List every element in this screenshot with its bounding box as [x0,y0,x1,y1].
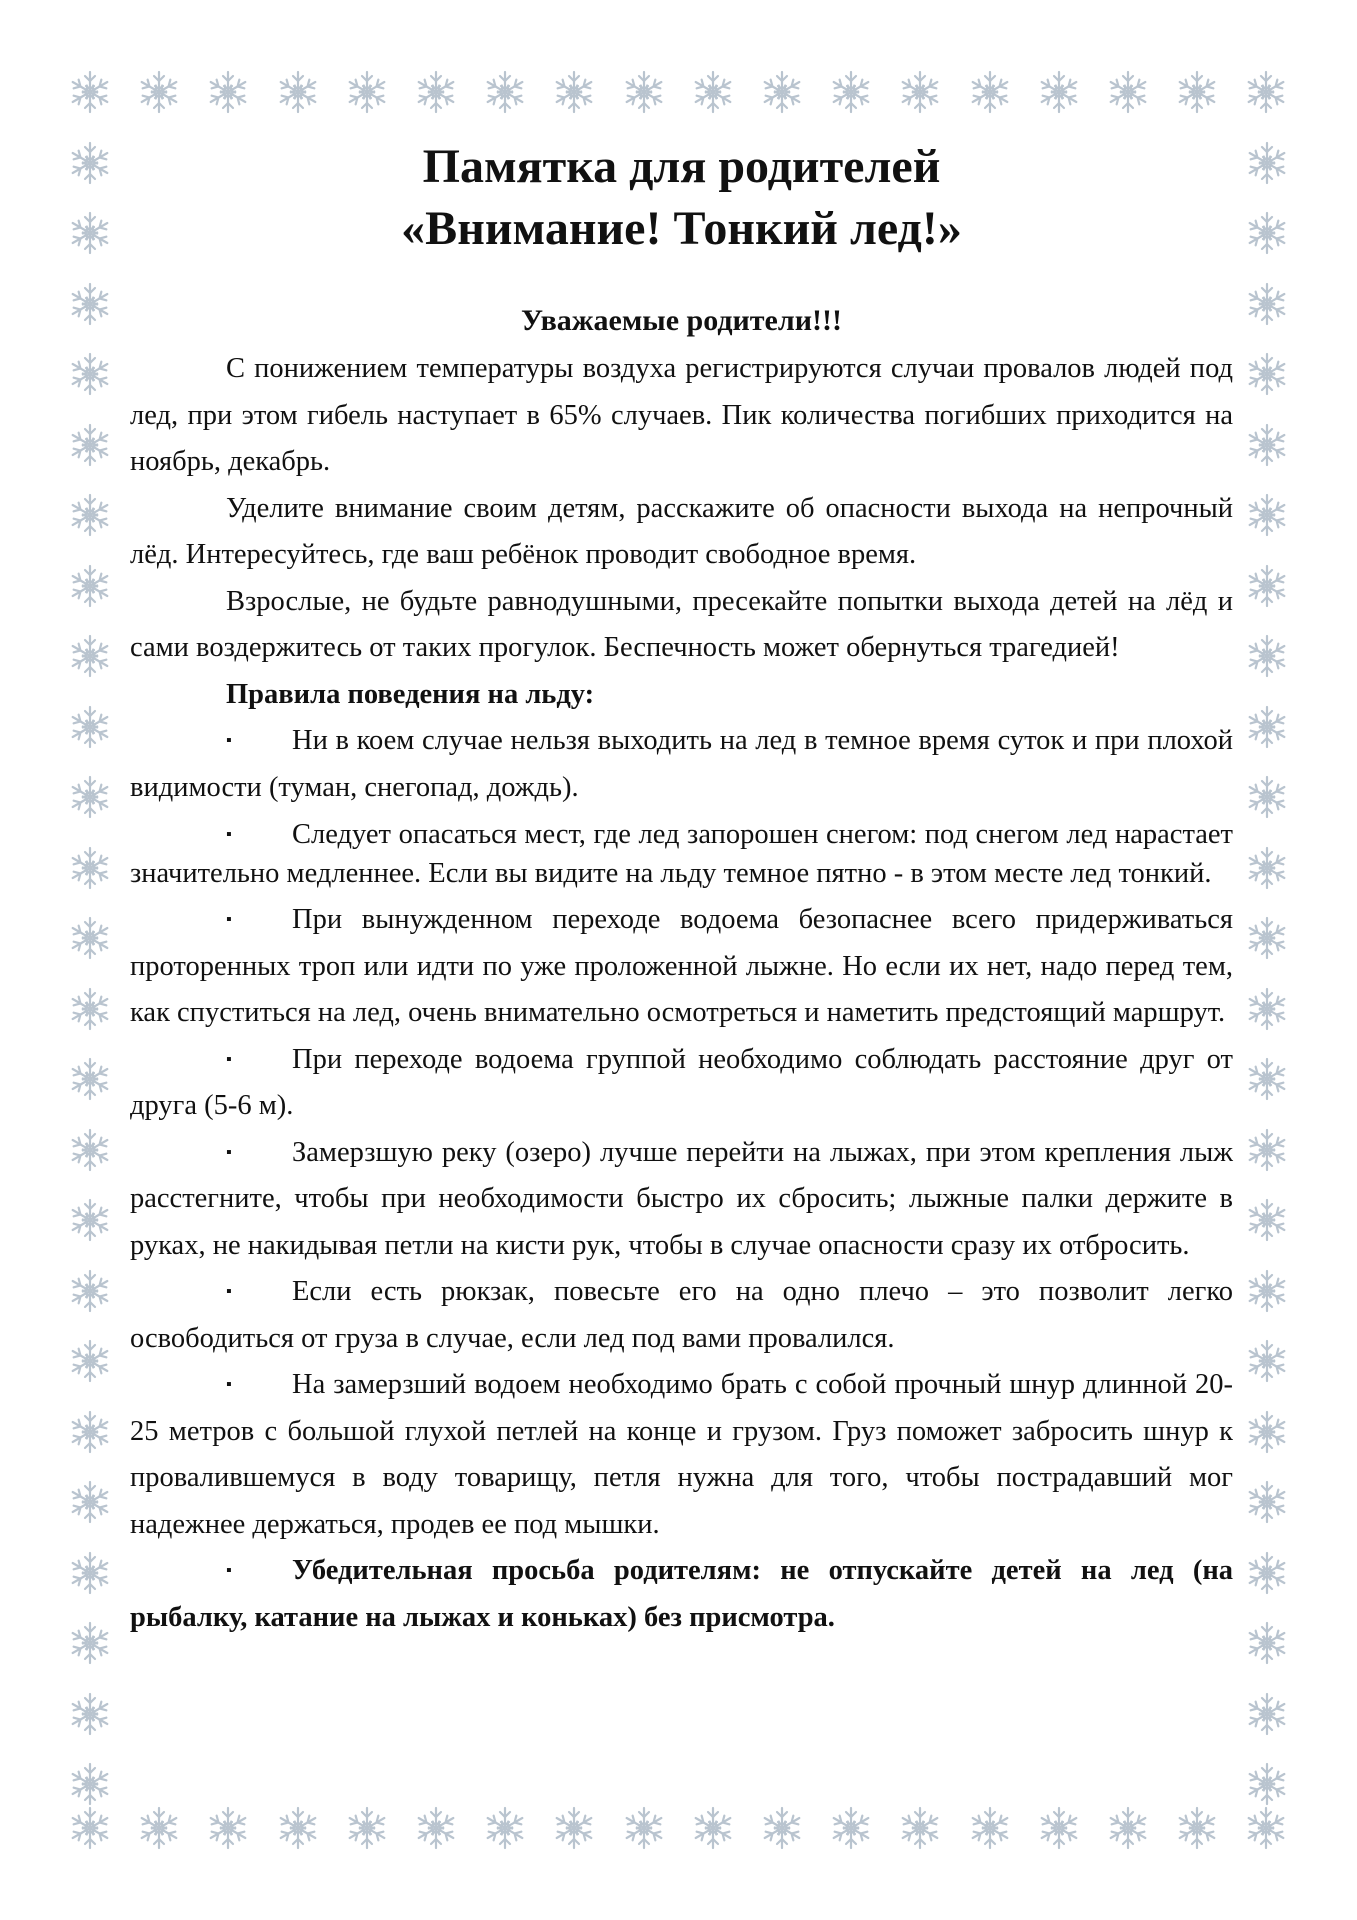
document-body [130,136,1233,1641]
snowflake-icon [1247,989,1287,1029]
snowflake-icon [1247,284,1287,324]
rule-item [130,718,1233,811]
snowflake-icon [1247,1059,1287,1099]
snowflake-icon [139,72,179,112]
snowflake-icon [900,1808,940,1848]
snowflake-icon [1247,495,1287,535]
snowflake-icon [1247,777,1287,817]
rule-text: При переходе водоема группой необходимо соблюдать расстояние друг от друга (5-6 м). [130,1043,1233,1121]
snowflake-icon [347,72,387,112]
intro-paragraph-3: Взрослые, не будьте равнодушными, пресекайте попытки выхода детей на лёд и сами воздержитесь от таких прогулок. Беспечность может обернуться трагедией! [130,585,1233,663]
snowflake-icon [554,1808,594,1848]
snowflake-icon [1247,1553,1287,1593]
snowflake-icon [416,72,456,112]
snowflake-icon [70,354,110,394]
snowflake-icon [1039,1808,1079,1848]
snowflake-icon [70,918,110,958]
snowflake-icon [1247,354,1287,394]
rules-list [130,718,1233,1641]
snowflake-icon [1247,1271,1287,1311]
snowflake-icon [1108,72,1148,112]
snowflake-icon [900,72,940,112]
snowflake-icon [624,1808,664,1848]
snowflake-icon [1246,72,1286,112]
bullet-icon: ▪ [226,732,232,749]
snowflake-icon [1247,848,1287,888]
snowflake-icon [70,143,110,183]
title-line-1: Памятка для родителей [422,140,941,193]
snowflake-icon [278,1808,318,1848]
rule-text: Следует опасаться мест, где лед запорошен снегом: под снегом лед нарастает значительно медленнее. Если вы видите на льду темное пятно - в этом месте лед тонкий. [130,819,1233,889]
bullet-icon: ▪ [226,911,232,928]
snowflake-icon [1247,707,1287,747]
snowflake-icon [208,1808,248,1848]
rule-text: Ни в коем случае нельзя выходить на лед в темное время суток и при плохой видимости (туман, снегопад, дождь). [130,725,1233,803]
snowflake-icon [970,72,1010,112]
page-title [130,136,1233,260]
snowflake-icon [70,425,110,465]
snowflake-icon [70,1553,110,1593]
intro-paragraph-2: Уделите внимание своим детям, расскажите об опасности выхода на непрочный лёд. Интересуйтесь, где ваш ребёнок проводит свободное время. [130,492,1233,570]
snowflake-icon [554,72,594,112]
rule-text: Убедительная просьба родителям: не отпускайте детей на лед (на рыбалку, катание на лыжах и коньках) без присмотра. [130,1555,1233,1633]
snowflake-icon [1177,72,1217,112]
snowflake-icon [1247,636,1287,676]
bullet-icon: ▪ [226,1143,232,1161]
snowflake-icon [1247,1412,1287,1452]
snowflake-icon [693,72,733,112]
snowflake-icon [1247,1482,1287,1522]
snowflake-icon [278,72,318,112]
rule-item [130,897,1233,1037]
snowflake-icon [762,72,802,112]
snowflake-icon [1247,1764,1287,1804]
snowflake-icon [1108,1808,1148,1848]
snowflake-icon [1247,1341,1287,1381]
bullet-icon: ▪ [226,1283,232,1300]
snowflake-icon [1246,1808,1286,1848]
rule-item [130,1130,1233,1270]
snowflake-icon [70,636,110,676]
snowflake-icon [70,1130,110,1170]
snowflake-icon [70,848,110,888]
snowflake-icon [70,1412,110,1452]
snowflake-icon [70,989,110,1029]
snowflake-icon [208,72,248,112]
rule-item [130,815,1233,893]
rule-text: При вынужденном переходе водоема безопаснее всего придерживаться проторенных троп или идти по уже проложенной лыжне. Но если их нет, надо перед тем, как спуститься на лед, очень внимательно осмотреться и наметить предстоящий маршрут. [130,904,1233,1028]
rule-text: Если есть рюкзак, повесьте его на одно плечо – это позволит легко освободиться от груза в случае, если лед под вами провалился. [130,1276,1233,1354]
snowflake-icon [831,1808,871,1848]
title-line-2: «Внимание! Тонкий лед!» [401,202,962,255]
rule-item [130,1269,1233,1362]
snowflake-icon [1039,72,1079,112]
snowflake-icon [70,707,110,747]
snowflake-icon [1247,1694,1287,1734]
rule-item [130,1037,1233,1130]
snowflake-icon [70,1341,110,1381]
snowflake-icon [70,284,110,324]
snowflake-icon [1247,566,1287,606]
snowflake-icon [1247,918,1287,958]
rules-heading: Правила поведения на льду: [226,678,595,710]
snowflake-icon [1247,213,1287,253]
snowflake-icon [70,566,110,606]
snowflake-icon [347,1808,387,1848]
bullet-icon: ▪ [226,826,232,843]
snowflake-icon [970,1808,1010,1848]
greeting-heading: Уважаемые родители!!! [521,304,842,337]
snowflake-icon [485,1808,525,1848]
snowflake-icon [70,1808,110,1848]
snowflake-icon [1177,1808,1217,1848]
bullet-icon: ▪ [226,1050,232,1068]
rule-text: Замерзшую реку (озеро) лучше перейти на лыжах, при этом крепления лыж расстегните, чтобы при необходимости быстро их сбросить; лыжные палки держите в руках, не накидывая петли на кисти рук, чтобы в случае опасности сразу их отбросить. [130,1136,1233,1261]
snowflake-icon [139,1808,179,1848]
snowflake-icon [70,1694,110,1734]
snowflake-icon [416,1808,456,1848]
snowflake-icon [70,1482,110,1522]
bullet-icon: ▪ [226,1562,232,1579]
snowflake-icon [70,777,110,817]
snowflake-icon [1247,1130,1287,1170]
snowflake-icon [831,72,871,112]
snowflake-icon [70,72,110,112]
snowflake-icon [70,213,110,253]
snowflake-icon [70,1271,110,1311]
snowflake-icon [1247,1623,1287,1663]
snowflake-icon [693,1808,733,1848]
snowflake-icon [70,1059,110,1099]
bullet-icon: ▪ [226,1376,232,1393]
rule-text: На замерзший водоем необходимо брать с собой прочный шнур длинной 20-25 метров с большой глухой петлей на конце и грузом. Груз поможет забросить шнур к провалившемуся в воду товарищу, петля нужна для того, чтобы пострадавший мог надежнее держаться, продев ее под мышки. [130,1369,1233,1540]
snowflake-icon [1247,1200,1287,1240]
snowflake-icon [762,1808,802,1848]
snowflake-icon [1247,425,1287,465]
snowflake-icon [70,1623,110,1663]
snowflake-icon [70,495,110,535]
snowflake-icon [624,72,664,112]
rule-item [130,1362,1233,1548]
snowflake-icon [70,1764,110,1804]
intro-paragraph-1: С понижением температуры воздуха регистрируются случаи провалов людей под лед, при этом гибель наступает в 65% случаев. Пик количества погибших приходится на ноябрь, декабрь. [130,353,1233,477]
snowflake-icon [485,72,525,112]
snowflake-icon [1247,143,1287,183]
rule-item-important [130,1548,1233,1641]
snowflake-icon [70,1200,110,1240]
